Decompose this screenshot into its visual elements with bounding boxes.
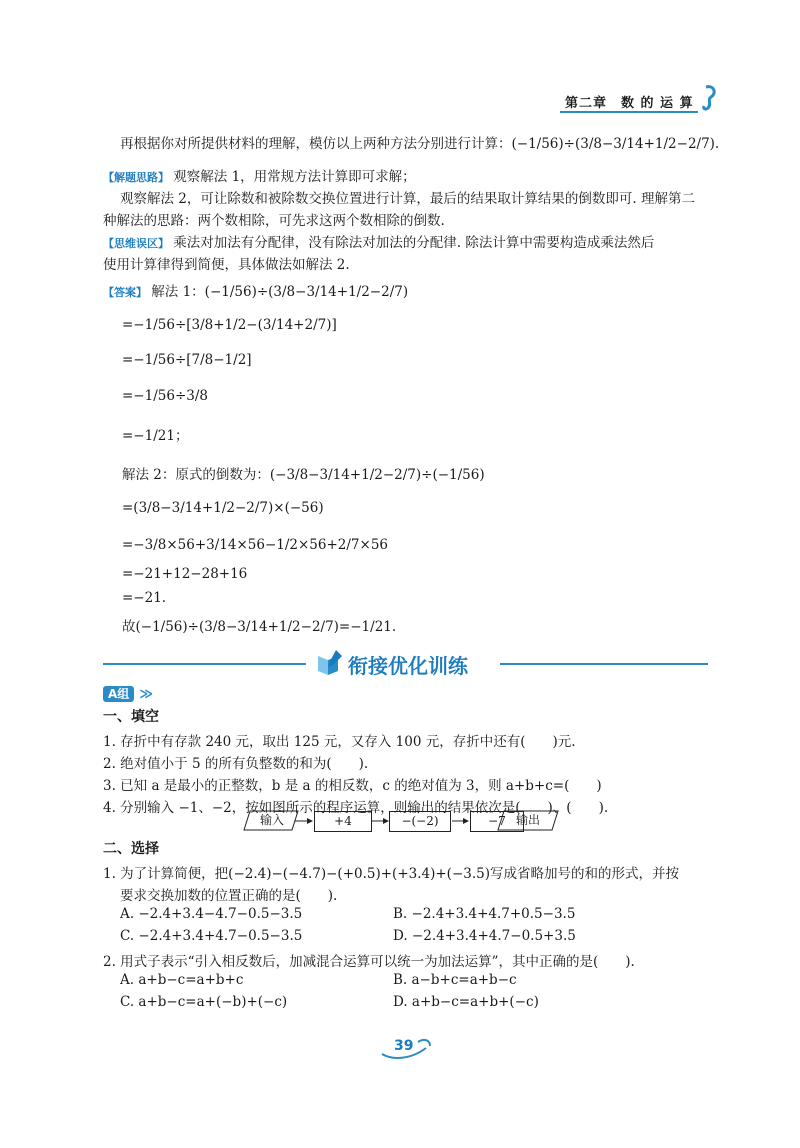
flow-input: 输入 bbox=[259, 813, 284, 827]
method1-step: =−1/56÷[7/8−1/2] bbox=[122, 352, 252, 368]
method2-step: 解法 2：原式的倒数为：(−3/8−3/14+1/2−2/7)÷(−1/56) bbox=[122, 467, 485, 483]
solving-line-3: 种解法的思路：两个数相除，可先求这两个数相除的倒数. bbox=[103, 213, 445, 229]
choice-q2-line-1: 2. 用式子表示“引入相反数后，加减混合运算可以统一为加法运算”，其中正确的是( ). bbox=[103, 954, 635, 970]
fill-question: 1. 存折中有存款 240 元，取出 125 元，又存入 100 元，存折中还有( )元. bbox=[103, 734, 576, 750]
fill-heading: 一、填空 bbox=[103, 709, 159, 725]
method1-step: 解法 1：(−1/56)÷(3/8−3/14+1/2−2/7) bbox=[151, 284, 409, 300]
choice-option: B. −2.4+3.4+4.7+0.5−3.5 bbox=[393, 906, 576, 922]
mistake-line-2: 使用计算律得到简便，具体做法如解法 2. bbox=[103, 257, 350, 273]
flow-output-label: 输出 bbox=[515, 813, 540, 827]
method2-conclusion: 故(−1/56)÷(3/8−3/14+1/2−2/7)=−1/21. bbox=[122, 619, 397, 635]
fill-question: 4. 分别输入 −1、−2，按如图所示的程序运算，则输出的结果依次是( )、( ). bbox=[103, 800, 609, 816]
group-badge: A组 bbox=[103, 686, 134, 702]
method2-step: =−3/8×56+3/14×56−1/2×56+2/7×56 bbox=[122, 537, 389, 553]
section-rule-right bbox=[500, 663, 708, 665]
method1-step: =−1/21； bbox=[122, 428, 189, 444]
fill-question: 2. 绝对值小于 5 的所有负整数的和为( ). bbox=[103, 756, 369, 772]
section-rule-left bbox=[103, 663, 306, 665]
choice-option: A. a+b−c=a+b+c bbox=[120, 972, 244, 988]
mistake-tag: 【思维误区】 bbox=[103, 237, 169, 250]
answer-line bbox=[103, 280, 408, 300]
choice-q1-line-2: 要求交换加数的位置正确的是( ). bbox=[120, 888, 338, 904]
intro-text: 再根据你对所提供材料的理解，模仿以上两种方法分别进行计算：(−1/56)÷(3/8−3/14+1/2−2/7). bbox=[120, 136, 720, 152]
mistake-line-1: 乘法对加法有分配律，没有除法对加法的分配律. 除法计算中需要构造成乘法然后 bbox=[173, 235, 655, 251]
group-label bbox=[103, 683, 153, 702]
method2-step: =−21. bbox=[122, 590, 167, 606]
book-pen-icon bbox=[314, 648, 344, 678]
choice-option: B. a−b+c=a+b−c bbox=[393, 972, 517, 988]
choice-option: D. a+b−c=a+b+(−c) bbox=[393, 994, 539, 1010]
solving-idea bbox=[103, 165, 416, 185]
solving-line-2: 观察解法 2，可让除数和被除数交换位置进行计算，最后的结果取计算结果的倒数即可. 理解第二 bbox=[120, 191, 695, 207]
mistake-note bbox=[103, 231, 654, 251]
method1-step: =−1/56÷3/8 bbox=[122, 388, 208, 404]
answer-tag: 【答案】 bbox=[103, 286, 147, 299]
fill-question: 3. 已知 a 是最小的正整数，b 是 a 的相反数，c 的绝对值为 3，则 a+b+c=( ) bbox=[103, 778, 602, 794]
seahorse-icon bbox=[698, 83, 720, 111]
choice-q1-line-1: 1. 为了计算简便，把(−2.4)−(−4.7)−(+0.5)+(+3.4)+(−3.5)写成省略加号的和的形式，并按 bbox=[103, 866, 679, 882]
flow-step-1: +4 bbox=[314, 811, 372, 832]
chapter-title: 第二章 数 的 运 算 bbox=[565, 96, 694, 111]
section-title: 衔接优化训练 bbox=[348, 654, 468, 678]
header-rule bbox=[560, 111, 698, 113]
solving-tag: 【解题思路】 bbox=[103, 171, 169, 184]
choice-option: C. −2.4+3.4+4.7−0.5−3.5 bbox=[120, 928, 303, 944]
choice-option: C. a+b−c=a+(−b)+(−c) bbox=[120, 994, 288, 1010]
flow-step-3: −7 bbox=[470, 811, 524, 832]
choice-heading: 二、选择 bbox=[103, 841, 159, 857]
method2-step: =(3/8−3/14+1/2−2/7)×(−56) bbox=[122, 500, 324, 516]
double-chevron-icon: ≫ bbox=[139, 687, 153, 702]
flow-step-2: −(−2) bbox=[389, 811, 451, 832]
choice-option: A. −2.4+3.4−4.7−0.5−3.5 bbox=[120, 906, 303, 922]
method2-step: =−21+12−28+16 bbox=[122, 566, 248, 582]
choice-option: D. −2.4+3.4+4.7−0.5+3.5 bbox=[393, 928, 576, 944]
solving-line-1: 观察解法 1，用常规方法计算即可求解； bbox=[173, 169, 416, 185]
method1-step: =−1/56÷[3/8+1/2−(3/14+2/7)] bbox=[122, 317, 337, 333]
page-number: 39 bbox=[394, 1038, 414, 1054]
